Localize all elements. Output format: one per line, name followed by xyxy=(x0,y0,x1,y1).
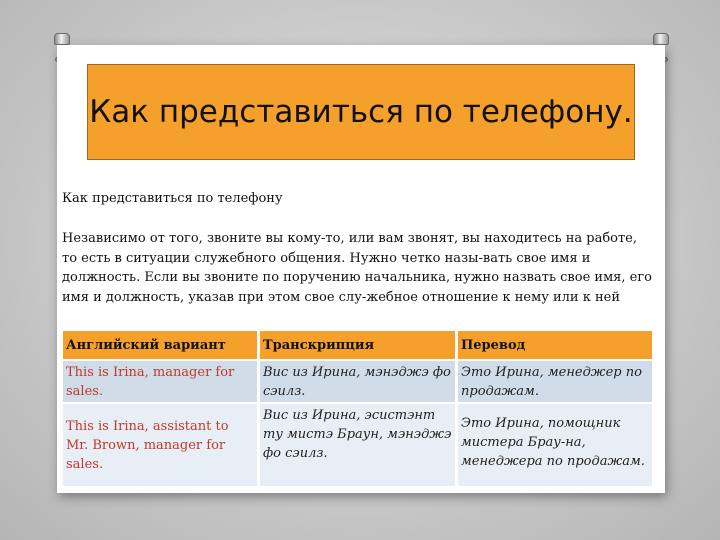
body-paragraph: Независимо от того, звоните вы кому-то, или вам звонят, вы находитесь на работе, то есть в ситуации служебного общения. Нужно четко назы-вать свое имя и должность. Если вы звоните по поручению начальника, нужно назвать свое имя, его имя и должность, указав при этом свое слу-жебное отношение к нему или к ней xyxy=(62,231,652,305)
cell-transcription: Вис из Ирина, мэнэджэ фо сэилз. xyxy=(260,361,455,402)
header-translation: Перевод xyxy=(458,331,652,359)
slide-paper xyxy=(57,45,665,493)
table-header-row xyxy=(63,331,652,359)
cell-translation: Это Ирина, менеджер по продажам. xyxy=(458,361,652,402)
cell-translation: Это Ирина, помощник мистера Брау-на, менеджера по продажам. xyxy=(458,404,652,486)
cell-transcription: Вис из Ирина, эсистэнт ту мистэ Браун, мэнэджэ фо сэилз. xyxy=(260,404,455,486)
section-heading: Как представиться по телефону xyxy=(62,191,283,206)
header-english: Английский вариант xyxy=(63,331,257,359)
table-row xyxy=(63,361,652,402)
header-transcription: Транскрипция xyxy=(260,331,455,359)
cell-english: This is Irina, assistant to Mr. Brown, manager for sales. xyxy=(63,404,257,486)
cell-english: This is Irina, manager for sales. xyxy=(63,361,257,402)
slide-title: Как представиться по телефону. xyxy=(89,93,633,130)
slide-title-box xyxy=(87,64,635,160)
table-row xyxy=(63,404,652,486)
